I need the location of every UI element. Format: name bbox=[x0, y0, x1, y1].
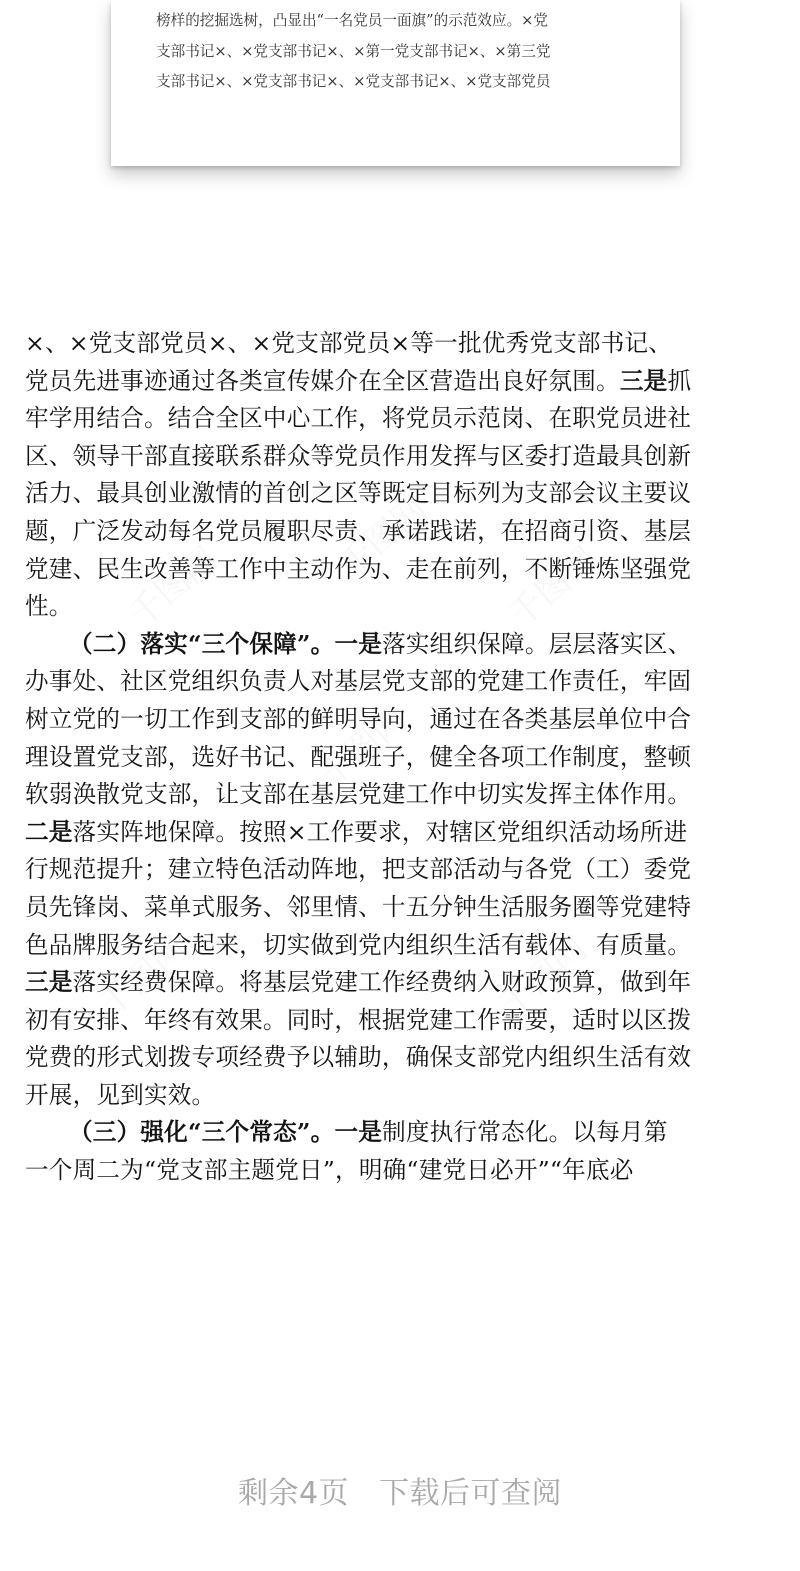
body-line bbox=[25, 964, 780, 1002]
body-text: 落实经费保障。将基层党建工作经费纳入财政预算，做到年 bbox=[72, 968, 692, 997]
body-line: 性。 bbox=[25, 592, 73, 621]
body-line: 办事处、社区党组织负责人对基层党支部的党建工作责任，牢固 bbox=[25, 667, 692, 696]
body-line: 树立党的一切工作到支部的鲜明导向，通过在各类基层单位中合 bbox=[25, 704, 692, 733]
section-heading: （三）强化“三个常态”。一是 bbox=[69, 1118, 383, 1147]
body-line bbox=[25, 814, 780, 852]
download-action-label[interactable]: 下载后可查阅 bbox=[379, 1476, 563, 1511]
document-body bbox=[25, 325, 780, 1190]
preview-line: 榜样的挖掘选树，凸显出“一名党员一面旗”的示范效应。×党 bbox=[156, 12, 548, 29]
body-line: 软弱涣散党支部，让支部在基层党建工作中切实发挥主体作用。 bbox=[25, 780, 692, 809]
bold-marker: 二是 bbox=[25, 817, 73, 846]
bold-marker: 三是 bbox=[619, 366, 668, 395]
body-text: 抓 bbox=[667, 366, 692, 395]
preview-page-card bbox=[111, 0, 680, 166]
body-line: ×、×党支部党员×、×党支部党员×等一批优秀党支部书记、 bbox=[25, 329, 673, 357]
body-line: 开展，见到实效。 bbox=[25, 1080, 216, 1109]
body-line: 题，广泛发动每名党员履职尽责、承诺践诺，在招商引资、基层 bbox=[25, 516, 692, 545]
body-line: 党建、民生改善等工作中主动作为、走在前列，不断锤炼坚强党 bbox=[25, 554, 692, 583]
remaining-pages-label: 剩余4页 bbox=[237, 1476, 350, 1511]
body-line: 行规范提升；建立特色活动阵地，把支部活动与各党（工）委党 bbox=[25, 855, 692, 884]
section-heading-line bbox=[25, 626, 780, 664]
body-line: 色品牌服务结合起来，切实做到党内组织生活有载体、有质量。 bbox=[25, 930, 692, 959]
body-line: 一个周二为“党支部主题党日”，明确“建党日必开”“年底必 bbox=[25, 1156, 634, 1185]
bold-marker: 三是 bbox=[25, 968, 73, 997]
download-to-read-prompt[interactable] bbox=[0, 1468, 800, 1512]
section-heading-line bbox=[25, 1114, 780, 1152]
body-text: 党员先进事迹通过各类宣传媒介在全区营造出良好氛围。 bbox=[25, 366, 620, 395]
body-line: 党费的形式划拨专项经费予以辅助，确保支部党内组织生活有效 bbox=[25, 1043, 692, 1072]
section-heading: （二）落实“三个保障”。一是 bbox=[69, 629, 383, 658]
body-line bbox=[25, 363, 780, 401]
body-text: 落实组织保障。层层落实区、 bbox=[382, 629, 692, 658]
body-line: 员先锋岗、菜单式服务、邻里情、十五分钟生活服务圈等党建特 bbox=[25, 892, 692, 921]
body-line: 初有安排、年终有效果。同时，根据党建工作需要，适时以区拨 bbox=[25, 1005, 692, 1034]
body-line: 理设置党支部，选好书记、配强班子，健全各项工作制度，整顿 bbox=[25, 742, 692, 771]
preview-line: 支部书记×、×党支部书记×、×第一党支部书记×、×第三党 bbox=[156, 42, 551, 60]
preview-page-text bbox=[156, 6, 656, 98]
body-line: 区、领导干部直接联系群众等党员作用发挥与区委打造最具创新 bbox=[25, 441, 692, 470]
body-text: 制度执行常态化。以每月第 bbox=[382, 1118, 668, 1147]
body-line: 牢学用结合。结合全区中心工作，将党员示范岗、在职党员进社 bbox=[25, 404, 692, 433]
preview-line: 支部书记×、×党支部书记×、×党支部书记×、×党支部党员 bbox=[156, 73, 551, 90]
body-line: 活力、最具创业激情的首创之区等既定目标列为支部会议主要议 bbox=[25, 479, 692, 508]
body-text: 落实阵地保障。按照×工作要求，对辖区党组织活动场所进 bbox=[72, 817, 688, 846]
